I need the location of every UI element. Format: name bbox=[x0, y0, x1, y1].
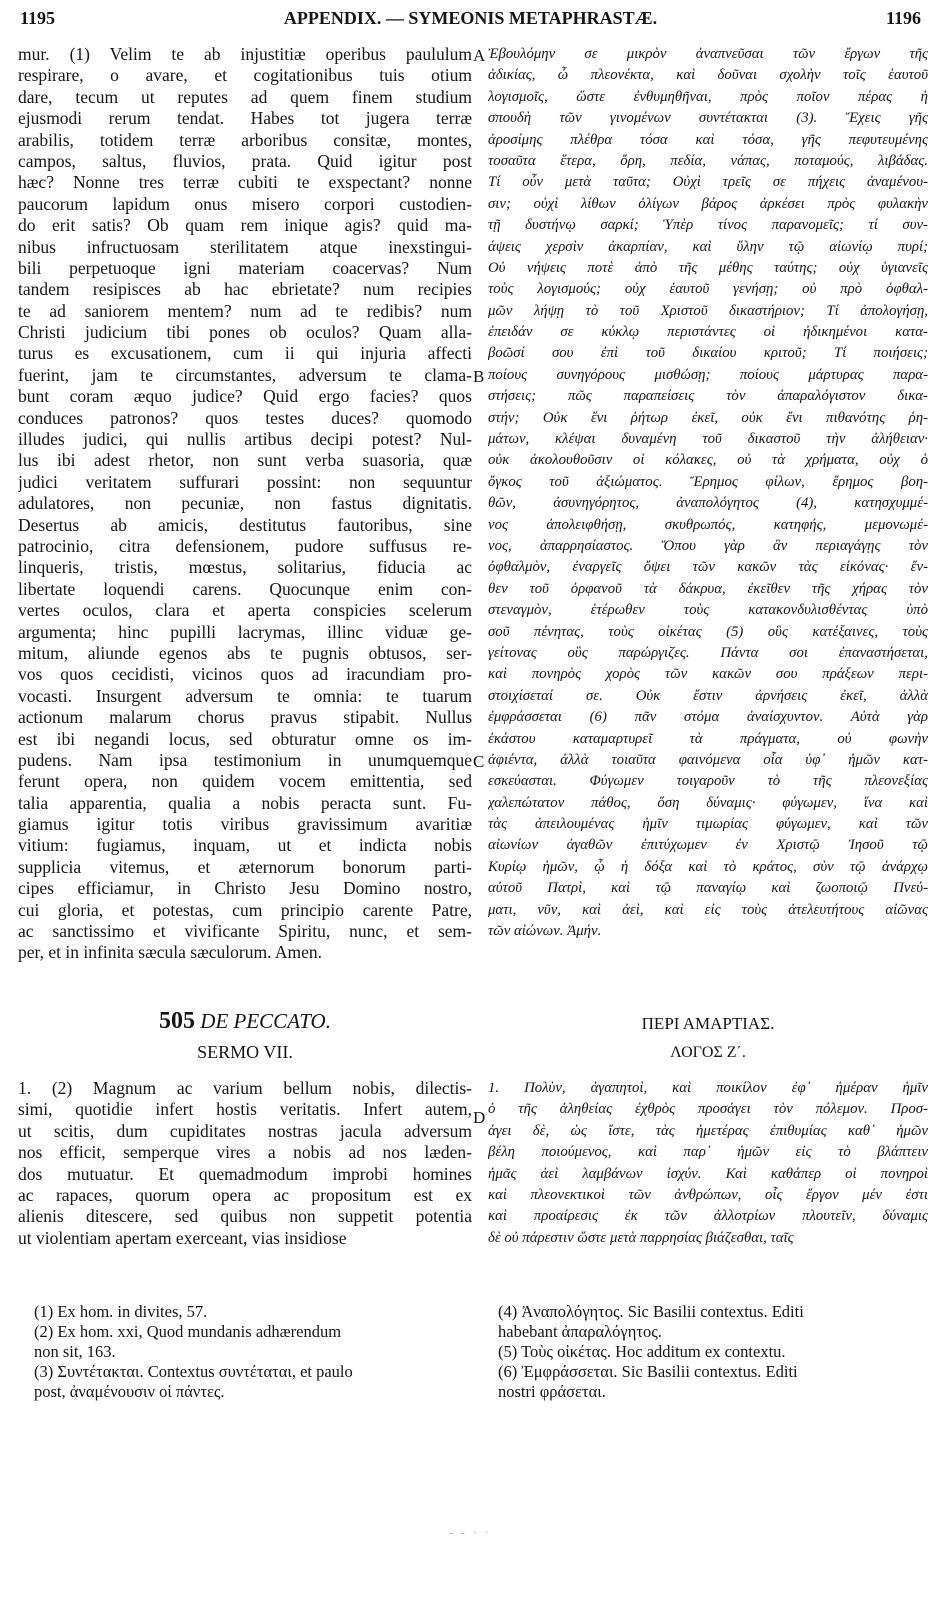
latin-text-line: do erit satis? Ob quam rem inique agis? quid ma- bbox=[18, 215, 472, 236]
page-number-left: 1195 bbox=[20, 8, 56, 28]
greek-text-line: νος ἀπολειφθήσῃ, σκυθρωπός, κατηφής, μεμονωμέ- bbox=[488, 516, 928, 533]
footnote-line: habebant ἀπαραλόγητος. bbox=[498, 1322, 662, 1341]
footnote-line: (3) Συντέτακται. Contextus συντέταται, et paulo bbox=[34, 1362, 353, 1381]
latin-text-line: pudens. Nam ipsa testimonium in unumquemque bbox=[18, 749, 472, 770]
latin-column-bottom bbox=[18, 1078, 472, 1249]
greek-text-line: αὐτοῦ Πατρὶ, καὶ τῷ παναγίῳ καὶ ζωοποιῷ Πνεύ- bbox=[488, 880, 928, 897]
sermo-heading: SERMO VII. bbox=[197, 1042, 293, 1062]
latin-text-line: nibus infructuosam sterilitatem atque inexstingui- bbox=[18, 236, 472, 257]
greek-text-line: Τί οὖν μετὰ ταῦτα; Οὐχὶ τρεῖς σε πήχεις ἀναμένου- bbox=[488, 174, 928, 191]
latin-text-line: linqueris, tristis, mœstus, solitarius, fiducia ac bbox=[18, 557, 472, 578]
greek-text-line: ὀφθαλμὸν, ἐναργεῖς ὄψει τῶν κακῶν τὰς εἰκόνας· ἔν- bbox=[488, 559, 928, 576]
greek-text-line: ἀφιέντα, ἀλλὰ τοιαῦτα φαινόμενα οἷα ὑφ᾽ ἡμῶν κατ- bbox=[488, 751, 928, 768]
greek-text-line: άγει δὲ, ὡς ἴστε, τὰς ἡμετέρας ἐπιθυμίας καθ᾽ ἡμῶν bbox=[488, 1122, 928, 1139]
logos-heading: ΛΟΓΟΣ Ζ΄. bbox=[670, 1044, 746, 1061]
latin-text-line: ut scitis, dum cupiditates nostras jacula adversum bbox=[18, 1120, 472, 1141]
greek-text-line: τὰς ἀπειλουμένας ἡμῖν τιμωρίας φύγωμεν, καὶ τῶν bbox=[488, 816, 928, 833]
greek-text-line: ἀροσίμης πλέθρα τόσα καὶ τόσα, γῆς πεφυτευμένης bbox=[488, 131, 928, 148]
greek-text-line: βοῶσί σου ἐπὶ τοῦ δικαίου κριτοῦ; Τί ποιήσεις; bbox=[488, 345, 928, 362]
latin-text-line: talia apparentia, qualia a nobis peracta sunt. Fu- bbox=[18, 792, 472, 813]
latin-text-line: paucorum lapidum onus misero corpori custodien- bbox=[18, 193, 472, 214]
latin-text-line: respirare, o avare, et cogitationibus tuis otium bbox=[18, 65, 472, 86]
section-heading-latin: DE PECCATO. bbox=[200, 1009, 331, 1033]
greek-text-line: στοιχίσεταί σε. Οὐκ ἔστιν ἀρνήσεις ἐκεῖ, ἀλλὰ bbox=[488, 687, 928, 704]
greek-text-line: ἡμᾶς ἀεὶ λαμβάνων ἰσχύν. Καὶ καθάπερ οἱ πονηροὶ bbox=[488, 1165, 928, 1182]
greek-text-line: τῶν αἰώνων. Ἀμήν. bbox=[488, 923, 602, 940]
footnote-line: (4) Ἀναπολόγητος. Sic Basilii contextus. Editi bbox=[498, 1302, 804, 1321]
greek-text-line: ἀδικίας, ὦ πλεονέκτα, καὶ δοῦναι σχολὴν τοῖς ἑαυτοῦ bbox=[488, 67, 928, 84]
latin-text-line: tandem resipisces ab hac ebrietate? num recipies bbox=[18, 279, 472, 300]
latin-text-line: conduces patronos? quos testes duces? quomodo bbox=[18, 407, 472, 428]
greek-text-line: χαλεπώτατον πάθος, ὅση δύναμις· φύγωμεν, ἵνα καὶ bbox=[488, 794, 928, 811]
latin-text-line: argumenta; hinc pupilli lacrymas, illinc viduæ ge- bbox=[18, 621, 472, 642]
footnote-line: (2) Ex hom. xxi, Quod mundanis adhærendum bbox=[34, 1322, 342, 1341]
latin-text-line: campos, saltus, fluvios, prata. Quid igitur post bbox=[18, 150, 472, 171]
latin-text-line: nos efficit, semperque vires a nobis ad nos læden- bbox=[18, 1142, 472, 1163]
greek-text-line: λογισμοῖς, ὥστε ἐνθυμηθῆναι, πρὸς ποῖον πέρας ἡ bbox=[488, 88, 928, 105]
greek-text-line: βέλη ποιούμενος, καὶ παρ᾽ ἡμῶν εἰς τὸ βλάπτειν bbox=[488, 1144, 928, 1161]
margin-marker-b: B bbox=[473, 367, 485, 386]
greek-text-line: 1. Πολὺν, ἀγαπητοὶ, καὶ ποικίλον ἐφ᾽ ἡμέραν ἡμῖν bbox=[488, 1080, 928, 1096]
greek-text-line: δὲ οὐ πάρεστιν ὥστε μετὰ παρρησίας βιάζεσθαι, ταῖς bbox=[488, 1229, 794, 1246]
latin-text-line: vocasti. Insurgent adversum te omnia: te tuarum bbox=[18, 685, 472, 706]
greek-text-line: αἰωνίων ἀγαθῶν ἐπιτύχωμεν ἐν Χριστῷ Ἰησοῦ τῷ bbox=[488, 837, 928, 854]
greek-column-top bbox=[488, 44, 928, 942]
latin-text-line: fuerint, jam te circumstantes, adversum te clama- bbox=[18, 364, 472, 385]
margin-marker-a: A bbox=[473, 46, 486, 65]
greek-text-line: άψεις χερσὶν ἀκαρπίαν, καὶ ὕλην τῷ αἰωνίῳ πυρί; bbox=[488, 238, 928, 255]
margin-marker-c: C bbox=[473, 752, 485, 771]
latin-text-line: hæc? Nonne tres terræ cubiti te exspectant? nonne bbox=[18, 172, 472, 193]
greek-text-line: σιν; οὐχὶ λίθων ὀλίγων βάρος ἀρκέσει πρὸς φυλακὴν bbox=[488, 195, 928, 212]
greek-text-line: ὄγκος τοῦ ἀξιώματος. Ἔρημος φίλων, ἔρημος βοη- bbox=[488, 473, 928, 490]
section-title-latin bbox=[18, 1008, 472, 1035]
greek-text-line: στεναγμὸν, ἑτέρωθεν τοὺς κατακονδυλισθέντας ὑπὸ bbox=[488, 602, 928, 619]
latin-text-line: mitum, aliunde egenos abs te pugnis obtusos, ser- bbox=[18, 642, 472, 663]
page-number-right: 1196 bbox=[885, 8, 921, 28]
latin-text-line: cipes efficiamur, in Christo Jesu Domino nostro, bbox=[18, 878, 472, 899]
greek-text-line: καὶ πονηρὸς χορὸς τῶν κακῶν σου πράξεων περι- bbox=[488, 666, 928, 683]
footnote-line: post, ἀναμένουσιν οἱ πάντες. bbox=[34, 1382, 225, 1401]
latin-text-line: mur. (1) Velim te ab injustitiæ operibus paululum bbox=[18, 44, 472, 64]
latin-text-line: vertes oculos, clara et aperta conspicies scelerum bbox=[18, 600, 472, 621]
latin-text-line: est ibi negandi locus, sed obturatur omne os im- bbox=[18, 728, 472, 749]
greek-text-line: ἑκάστου καταμαρτυρεῖ τὰ πράγματα, οὐ φωνὴν bbox=[488, 730, 928, 747]
latin-text-line: patrocinio, citra defensionem, pudore suffusus re- bbox=[18, 535, 472, 556]
running-title: APPENDIX. — SYMEONIS METAPHRASTÆ. bbox=[283, 8, 658, 28]
latin-text-line: bunt coram æquo judice? Quid ergo facies? quos bbox=[18, 386, 472, 407]
latin-text-line: ac rapaces, quorum opera ac propositum est ex bbox=[18, 1184, 472, 1205]
footnotes-left bbox=[34, 1302, 474, 1402]
greek-text-line: μάτων, κλέψαι δυναμένη τοῦ δικαστοῦ τὴν ἀλήθειαν· bbox=[488, 431, 928, 448]
greek-text-line: ματι, νῦν, καὶ ἀεὶ, καὶ εἰς τοὺς ἀτελευτήτους αἰῶνας bbox=[488, 901, 928, 918]
latin-text-line: ac sanctissimo et vivificante Spiritu, nunc, et sem- bbox=[18, 921, 472, 942]
greek-text-line: γείτονας οὓς παρώργιζες. Πάντα σοι ἐπαναστήσεται, bbox=[488, 644, 928, 661]
greek-text-line: καὶ πλεονεκτικοὶ τῶν ἀνθρώπων, οἷς ἔργον μέν ἐστι bbox=[488, 1186, 928, 1203]
latin-text-line: dare, tecum ut reputes ad quem finem studium bbox=[18, 86, 472, 107]
footnote-line: non sit, 163. bbox=[34, 1342, 116, 1361]
latin-text-line: cui gloria, et potestas, cum principio carente Patre, bbox=[18, 899, 472, 920]
greek-text-line: στήσεις; πῶς παραπείσεις τὸν ἀπαραλόγιστον δικα- bbox=[488, 388, 928, 405]
greek-text-line: οὐκ ἀκολουθοῦσιν οἱ κόλακες, οὐ τὰ χρήματα, οὐχ ὁ bbox=[488, 452, 928, 469]
greek-column-bottom bbox=[488, 1078, 928, 1249]
latin-text-line: giamus igitur totis viribus gravissimum avaritiæ bbox=[18, 814, 472, 835]
greek-text-line: τοσαῦτα ἕτερα, ὄρη, πεδία, νάπας, ποταμούς, λιβάδας. bbox=[488, 152, 928, 169]
greek-text-line: Κυρίῳ ἡμῶν, ᾧ ἡ δόξα καὶ τὸ κράτος, σὺν τῷ ἀνάρχῳ bbox=[488, 858, 928, 875]
latin-text-line: ut violentiam apertam exerceant, vias insidiose bbox=[18, 1227, 347, 1248]
greek-text-line: ὁ τῆς ἀληθείας ἐχθρὸς προσάγει τὸν πόλεμον. Προσ- bbox=[488, 1101, 928, 1118]
greek-text-line: σπουδὴ τῶν γινομένων συντέτακται (3). Ἔχεις γῆς bbox=[488, 110, 928, 127]
latin-text-line: vitium: fugiamus, inquam, ut et indicta nobis bbox=[18, 835, 472, 856]
latin-text-line: lus ibi adest rhetor, non sunt verba suasoria, quæ bbox=[18, 450, 472, 471]
latin-text-line: libertate loquendi carens. Quocunque enim con- bbox=[18, 578, 472, 599]
greek-text-line: νος, ἀπαρρησίαστος. Ὅπου γὰρ ἂν περιαγάγῃς τὸν bbox=[488, 537, 928, 554]
latin-text-line: Christi judicium tibi pones ob oculos? Quam alla- bbox=[18, 322, 472, 343]
footnotes-right bbox=[498, 1302, 928, 1402]
latin-text-line: illudes judici, qui nullis artibus decipi potest? Nul- bbox=[18, 429, 472, 450]
latin-text-line: dos mutuatur. Et quemadmodum improbi homines bbox=[18, 1163, 472, 1184]
greek-text-line: θῶν, ἀσυνηγόρητος, ἀναπολόγητος (4), κατησχυμμέ- bbox=[488, 495, 928, 512]
footer-mark: - - · · bbox=[449, 1528, 492, 1539]
greek-text-line: σοῦ πένητας, τοὺς οἰκέτας (5) οὓς κατέξαινες, τοὺς bbox=[488, 623, 928, 640]
latin-text-line: ejusmodi rerum tendat. Habes tot jugera terræ bbox=[18, 108, 472, 129]
greek-text-line: στήν; Οὐκ ἔνι ῥήτωρ ἐκεῖ, οὐκ ἔνι πιθανότης ῥη- bbox=[488, 409, 928, 426]
greek-text-line: θεν τοῦ ὀρφανοῦ τὰ δάκρυα, ἐκεῖθεν τῆς χήρας τὸν bbox=[488, 580, 928, 597]
greek-text-line: εσκεύασται. Φύγωμεν τοιγαροῦν τὸ τῆς πλεονεξίας bbox=[488, 773, 928, 790]
latin-text-line: arabilis, totidem terræ arboribus consitæ, montes, bbox=[18, 129, 472, 150]
greek-text-line: ἐμφράσσεται (6) πᾶν στόμα ἀναίσχυντον. Αὐτὰ γὰρ bbox=[488, 709, 928, 726]
running-header bbox=[20, 8, 921, 34]
latin-text-line: alienis ditescere, sed quibus non suppetit potentia bbox=[18, 1206, 472, 1227]
latin-text-line: turus es excusationem, cum ii qui injuria affecti bbox=[18, 343, 472, 364]
footnote-line: (1) Ex hom. in divites, 57. bbox=[34, 1302, 208, 1321]
latin-text-line: judici veritatem suffurari possint: non sequuntur bbox=[18, 471, 472, 492]
margin-marker-d: D bbox=[473, 1108, 486, 1127]
latin-text-line: te ad saniorem mentem? num ad te redibis? num bbox=[18, 300, 472, 321]
footnote-line: (5) Τοὺς οἰκέτας. Hoc additum ex contextu. bbox=[498, 1342, 786, 1361]
section-number: 505 bbox=[159, 1008, 196, 1034]
footnote-line: nostri φράσεται. bbox=[498, 1382, 606, 1401]
latin-text-line: vos quos cecidisti, vicinos quos ad iracundiam pro- bbox=[18, 664, 472, 685]
latin-text-line: actionum malarum chorus pravus stipabit. Nullus bbox=[18, 707, 472, 728]
latin-text-line: supplicia vitemus, et æternorum bonorum parti- bbox=[18, 856, 472, 877]
section-heading-greek: ΠΕΡΙ ΑΜΑΡΤΙΑΣ. bbox=[641, 1014, 775, 1033]
latin-text-line: ferunt opera, non quidem vocem emittentia, sed bbox=[18, 771, 472, 792]
latin-text-line: Desertus ab amicis, destitutus fautoribus, sine bbox=[18, 514, 472, 535]
latin-text-line: per, et in infinita sæcula sæculorum. Amen. bbox=[18, 942, 323, 963]
greek-text-line: Οὐ νήψεις ποτὲ ἀπὸ τῆς μέθης ταύτης; οὐχ ὑγιανεῖς bbox=[488, 259, 928, 276]
latin-text-line: bili perpetuoque igni materiam coacervas? Num bbox=[18, 257, 472, 278]
greek-text-line: τῇ δυστήνῳ σαρκί; Ὑπὲρ τίνος παρανομεῖς; τί συν- bbox=[488, 217, 928, 234]
latin-text-line: 1. (2) Magnum ac varium bellum nobis, dilectis- bbox=[18, 1078, 472, 1098]
greek-text-line: Ἐβουλόμην σε μικρὸν ἀναπνεῦσαι τῶν ἔργων τῆς bbox=[488, 46, 928, 62]
greek-text-line: καὶ προαίρεσις ἐκ τῶν ἀλλοτρίων πλουτεῖν, δύναμις bbox=[488, 1208, 928, 1225]
latin-text-line: simi, quotidie infert hostis veritatis. Infert autem, bbox=[18, 1099, 472, 1120]
greek-text-line: τοὺς λογισμούς; οὐχ ἑαυτοῦ γενήσῃ; οὐ πρὸ ὀφθαλ- bbox=[488, 281, 928, 298]
greek-text-line: ποίους συνηγόρους μισθώσῃ; ποίους μάρτυρας παρα- bbox=[488, 366, 928, 383]
latin-column-top bbox=[18, 44, 472, 964]
footnote-line: (6) Ἐμφράσσεται. Sic Basilii contextus. Editi bbox=[498, 1362, 798, 1381]
latin-text-line: adulatores, non pecuniæ, non fastus dignitatis. bbox=[18, 493, 472, 514]
greek-text-line: μῶν λήψῃ τὸ τοῦ Χριστοῦ δικαστήριον; Τί ἀπολογήσῃ, bbox=[488, 302, 928, 319]
greek-text-line: ἐπειδάν σε κύκλῳ περιστάντες οἱ ἠδικημένοι κατα- bbox=[488, 324, 928, 341]
